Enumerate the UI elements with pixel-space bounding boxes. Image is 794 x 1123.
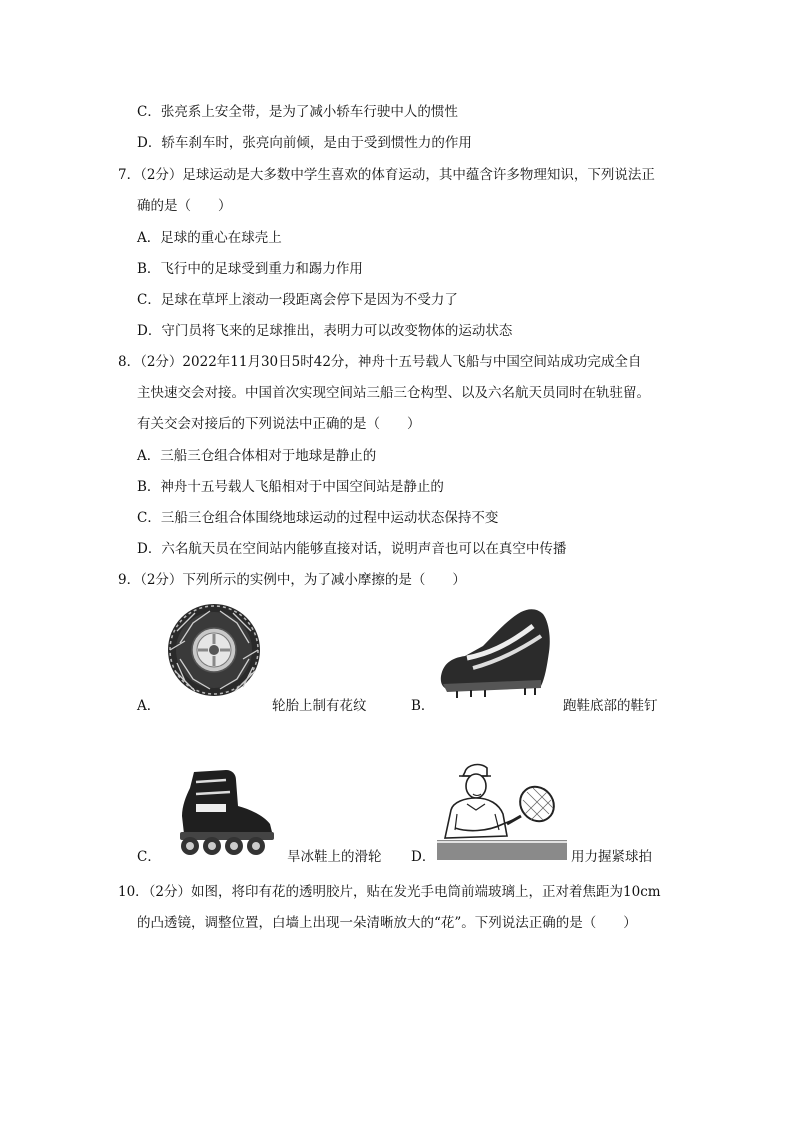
tire-chain-icon (165, 601, 263, 699)
q9-choice-d-text: 用力握紧球拍 (571, 849, 652, 865)
spiked-shoe-icon (437, 606, 555, 702)
q8-option-d: D．六名航天员在空间站内能够直接对话，说明声音也可以在真空中传播 (137, 541, 567, 557)
roller-skate-icon (166, 766, 280, 858)
q7-stem-line1: 7．（2分）足球运动是大多数中学生喜欢的体育运动，其中蕴含许多物理知识，下列说法正 (118, 167, 655, 183)
q9-choice-b-letter: B． (411, 698, 435, 714)
q9-choice-b-text: 跑鞋底部的鞋钉 (563, 698, 658, 714)
q7-option-d: D．守门员将飞来的足球推出，表明力可以改变物体的运动状态 (137, 323, 513, 339)
q8-stem-line2: 主快速交会对接。中国首次实现空间站三船三仓构型、以及六名航天员同时在轨驻留。 (137, 385, 650, 401)
q10-stem-line2: 的凸透镜，调整位置，白墙上出现一朵清晰放大的“花”。下列说法正确的是（ ） (137, 915, 637, 931)
q9-stem: 9．（2分）下列所示的实例中，为了减小摩擦的是（ ） (118, 572, 466, 588)
q7-option-b: B．飞行中的足球受到重力和踢力作用 (137, 261, 363, 277)
q6-option-c: C．张亮系上安全带，是为了减小轿车行驶中人的惯性 (137, 104, 458, 120)
q9-choice-c-text: 旱冰鞋上的滑轮 (287, 849, 382, 865)
q8-stem-line3: 有关交会对接后的下列说法中正确的是（ ） (137, 416, 421, 432)
q8-option-a: A．三船三仓组合体相对于地球是静止的 (137, 448, 377, 464)
q9-choice-c-letter: C． (137, 849, 161, 865)
q6-option-d: D．轿车刹车时，张亮向前倾，是由于受到惯性力的作用 (137, 135, 472, 151)
q9-choice-a-letter: A． (137, 698, 161, 714)
q9-choice-a-text: 轮胎上制有花纹 (272, 698, 367, 714)
q7-stem-line2: 确的是（ ） (137, 198, 232, 214)
tennis-player-icon (437, 758, 567, 860)
q7-option-a: A．足球的重心在球壳上 (137, 230, 282, 246)
q8-stem-line1: 8．（2分）2022年11月30日5时42分，神舟十五号载人飞船与中国空间站成功完成全自 (118, 354, 642, 370)
q8-option-b: B．神舟十五号载人飞船相对于中国空间站是静止的 (137, 479, 444, 495)
q10-stem-line1: 10．（2分）如图，将印有花的透明胶片，贴在发光手电筒前端玻璃上，正对着焦距为10cm (118, 884, 661, 900)
q8-option-c: C．三船三仓组合体围绕地球运动的过程中运动状态保持不变 (137, 510, 499, 526)
q9-choice-d-letter: D． (411, 849, 436, 865)
q7-option-c: C．足球在草坪上滚动一段距离会停下是因为不受力了 (137, 292, 458, 308)
